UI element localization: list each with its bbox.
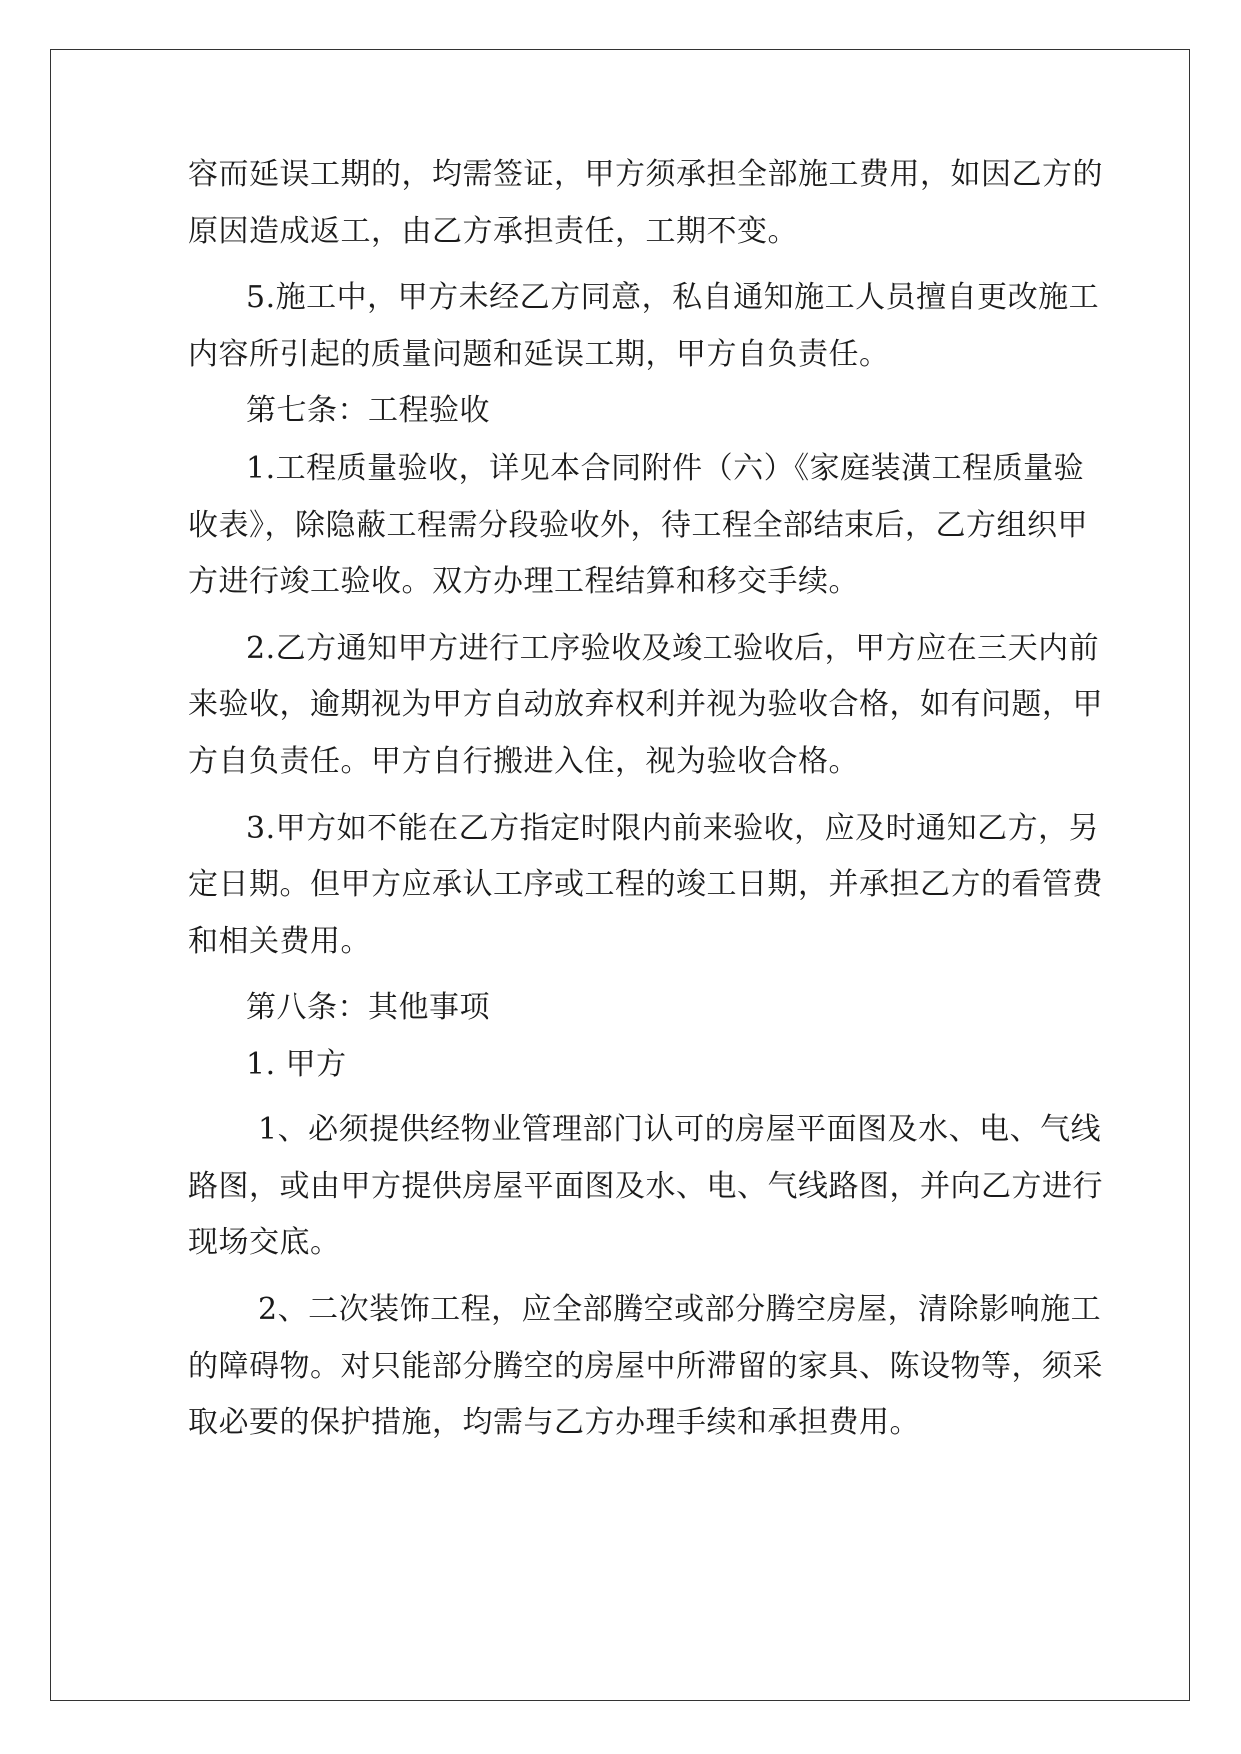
article-8-heading: 第八条：其他事项 <box>246 990 490 1025</box>
paragraph-line: 取必要的保护措施，均需与乙方办理手续和承担费用。 <box>188 1405 920 1440</box>
paragraph-line: 来验收，逾期视为甲方自动放弃权利并视为验收合格，如有问题，甲 <box>188 687 1103 722</box>
clause-7-2-line: 2.乙方通知甲方进行工序验收及竣工验收后，甲方应在三天内前 <box>246 631 1100 666</box>
item-1-line: 1、必须提供经物业管理部门认可的房屋平面图及水、电、气线 <box>258 1112 1102 1147</box>
clause-7-3-line: 3.甲方如不能在乙方指定时限内前来验收，应及时通知乙方，另 <box>246 811 1100 846</box>
paragraph-line: 方进行竣工验收。双方办理工程结算和移交手续。 <box>188 564 859 599</box>
clause-5-line: 5.施工中，甲方未经乙方同意，私自通知施工人员擅自更改施工 <box>246 280 1100 315</box>
paragraph-line: 收表》，除隐蔽工程需分段验收外，待工程全部结束后，乙方组织甲 <box>188 508 1088 543</box>
paragraph-line: 现场交底。 <box>188 1225 341 1260</box>
paragraph-line: 内容所引起的质量问题和延误工期，甲方自负责任。 <box>188 337 890 372</box>
party-a-heading: 1. 甲方 <box>246 1047 347 1082</box>
paragraph-line: 原因造成返工，由乙方承担责任，工期不变。 <box>188 214 798 249</box>
article-7-heading: 第七条：工程验收 <box>246 393 490 428</box>
paragraph-line: 方自负责任。甲方自行搬进入住，视为验收合格。 <box>188 744 859 779</box>
paragraph-line: 路图，或由甲方提供房屋平面图及水、电、气线路图，并向乙方进行 <box>188 1169 1103 1204</box>
paragraph-line: 的障碍物。对只能部分腾空的房屋中所滞留的家具、陈设物等，须采 <box>188 1349 1103 1384</box>
paragraph-line: 和相关费用。 <box>188 924 371 959</box>
item-2-line: 2、二次装饰工程，应全部腾空或部分腾空房屋，清除影响施工 <box>258 1292 1102 1327</box>
paragraph-line: 容而延误工期的，均需签证，甲方须承担全部施工费用，如因乙方的 <box>188 157 1103 192</box>
clause-7-1-line: 1.工程质量验收，详见本合同附件（六）《家庭装潢工程质量验 <box>246 451 1085 486</box>
paragraph-line: 定日期。但甲方应承认工序或工程的竣工日期，并承担乙方的看管费 <box>188 867 1103 902</box>
